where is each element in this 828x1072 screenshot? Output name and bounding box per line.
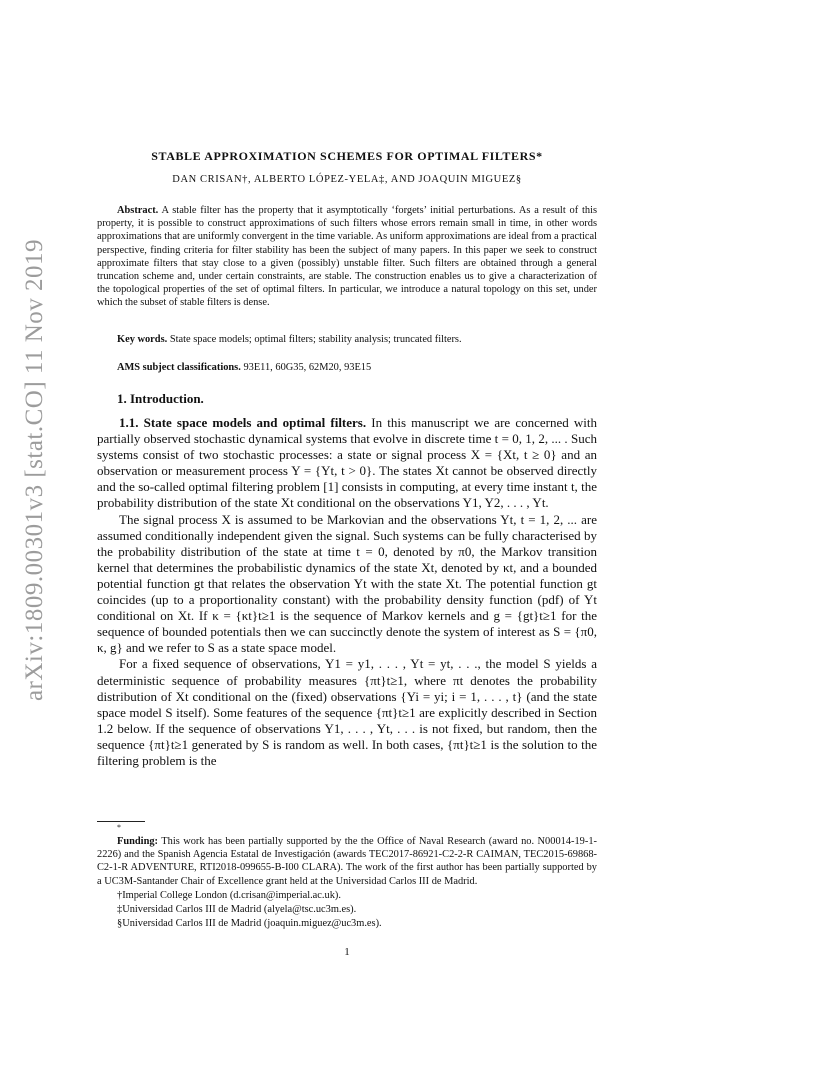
- body-text: [97, 415, 597, 769]
- ams-text: 93E11, 60G35, 62M20, 93E15: [243, 362, 372, 373]
- funding-label: Funding:: [117, 836, 159, 847]
- paragraph-3: For a fixed sequence of observations, Y1 = y1, . . . , Yt = yt, . . ., the model S yields a deterministic sequence of probability measures {πt}t≥1, where πt denotes the probability distribution of Xt conditional on the (fixed) observations {Yi = yi; i = 1, . . . , t} (and the state space model S itself). Some features of the sequence {πt}t≥1 are explicitly described in Section 1.2 below. If the sequence of observations Y1, . . . , Yt, . . . is not fixed, but random, then the sequence {πt}t≥1 generated by S is random as well. In both cases, {πt}t≥1 is the solution to the filtering problem is the: [97, 656, 597, 768]
- ams-classifications: [117, 361, 597, 374]
- affiliation-1: †Imperial College London (d.crisan@imperial.ac.uk).: [117, 889, 341, 901]
- affiliation-3: §Universidad Carlos III de Madrid (joaquin.miguez@uc3m.es).: [117, 918, 382, 930]
- abstract-text: A stable filter has the property that it asymptotically ‘forgets’ initial perturbations. As a result of this property, it is possible to construct approximations of such filters whose errors remain small in time, in other words approximations that are uniformly convergent in the time variable. As uniform approximations are ideal from a practical perspective, finding criteria for filter stability has been the subject of many papers. In this paper we seek to construct approximate filters that stay close to a given (possibly) unstable filter. Such filters are obtained through a general truncation scheme and, under certain constraints, are stable. The construction enables us to give a characterization of the topological properties of the set of optimal filters. In particular, we introduce a natural topology on this set, under which the subset of stable filters is dense.: [97, 205, 598, 309]
- funding-note: [97, 835, 597, 888]
- keywords-text: State space models; optimal filters; stability analysis; truncated filters.: [169, 334, 462, 345]
- subsection-heading: 1.1. State space models and optimal filters.: [119, 415, 367, 430]
- footnote-rule: [97, 821, 145, 822]
- footnotes: [97, 835, 597, 931]
- ams-label: AMS subject classifications.: [117, 362, 241, 373]
- funding-text: This work has been partially supported by the the Office of Naval Research (award no. N00014-19-1-2226) and the Spanish Agencia Estatal de Investigación (awards TEC2017-86921-C2-2-R CAIMAN, TEC2015-69868-C2-1-R ADVENTURE, RTI2018-099655-B-I00 CLARA). The work of the first author has been partially supported by a UC3M-Santander Chair of Excellence grant held at the Universidad Carlos III de Madrid.: [97, 836, 597, 887]
- abstract-label: Abstract.: [117, 205, 159, 216]
- affiliation-2: ‡Universidad Carlos III de Madrid (alyela@tsc.uc3m.es).: [117, 904, 357, 916]
- footnote-mark: *: [117, 823, 121, 832]
- paragraph-2: The signal process X is assumed to be Markovian and the observations Yt, t = 1, 2, ... are assumed conditionally independent given the signal. Such systems can be fully characterised by the probability distribution of the state at time t = 0, denoted by π0, the Markov transition kernel that determines the probabilistic dynamics of the state Xt, denoted by κt, and a bounded potential function gt that relates the observation Yt with the state Xt. The potential function gt coincides (up to a proportionality constant) with the probability density function (pdf) of Yt conditional on Xt. If κ = {κt}t≥1 is the sequence of Markov kernels and g = {gt}t≥1 for the sequence of bounded potentials then we can succinctly denote the system of interest as S = {π0, κ, g} and we refer to S as a state space model.: [97, 511, 597, 656]
- section-heading: 1. Introduction.: [117, 391, 204, 406]
- paper-title: STABLE APPROXIMATION SCHEMES FOR OPTIMAL FILTERS*: [151, 149, 543, 163]
- arxiv-identifier: arXiv:1809.00301v3 [stat.CO] 11 Nov 2019: [21, 238, 48, 702]
- page-number: 1: [344, 946, 350, 958]
- arxiv-stamp: [14, 238, 56, 702]
- author-list: DAN CRISAN†, ALBERTO LÓPEZ-YELA‡, AND JOAQUIN MIGUEZ§: [172, 174, 522, 185]
- keywords: [117, 333, 597, 346]
- paragraph-1: [97, 415, 597, 512]
- keywords-label: Key words.: [117, 334, 168, 345]
- paragraph-1-text: In this manuscript we are concerned with partially observed stochastic dynamical systems that evolve in discrete time t = 0, 1, 2, ... . Such systems consist of two stochastic processes: a state or signal process X = {Xt, t ≥ 0} and an observation or measurement process Y = {Yt, t > 0}. The states Xt cannot be observed directly and the so-called optimal filtering problem [1] consists in computing, at every time instant t, the probability distribution of the state Xt conditional on the observations Y1, Y2, . . . , Yt.: [97, 415, 597, 511]
- abstract: [97, 204, 597, 310]
